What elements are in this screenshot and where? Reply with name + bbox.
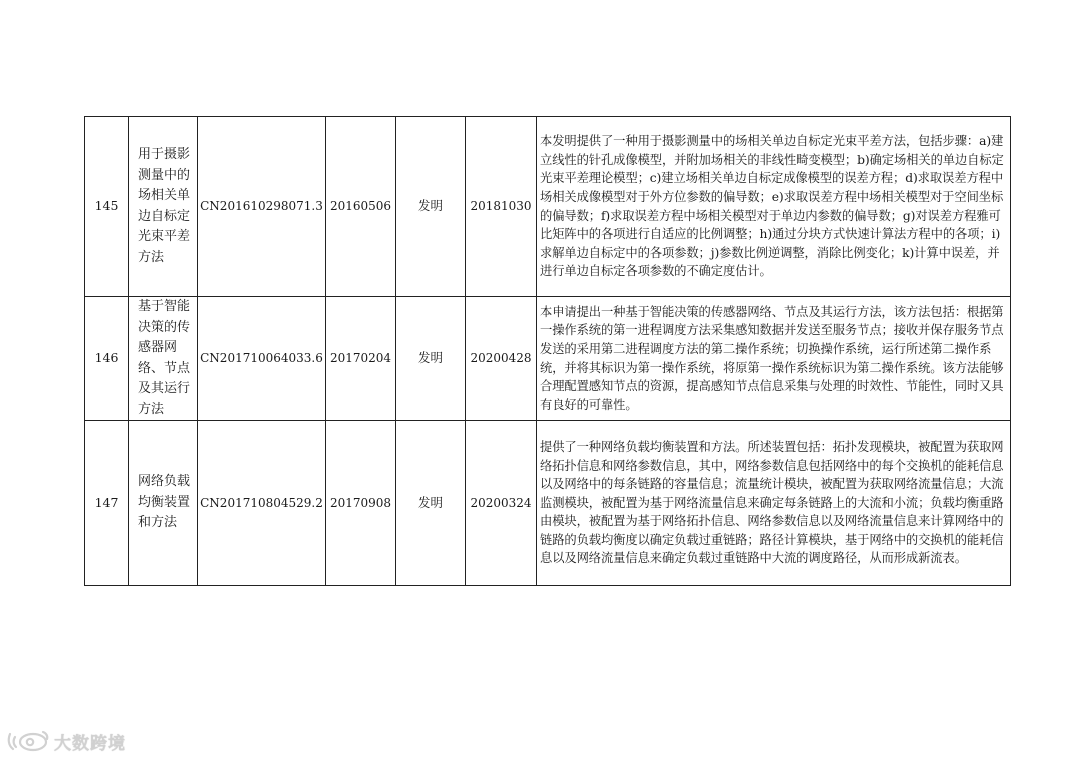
patent-abstract: 本申请提出一种基于智能决策的传感器网络、节点及其运行方法，该方法包括：根据第一操作系统的第一进程调度方法采集感知数据并发送至服务节点；接收并保存服务节点发送的采用第二进程调度方法的第二操作系统；切换操作系统，运行所述第二操作系统，并将其标识为第一操作系统，将原第一操作系统标识为第二操作系统。该方法能够合理配置感知节点的资源，提高感知节点信息采集与处理的时效性、节能性，同时又具有良好的可靠性。 — [537, 297, 1011, 421]
publication-date: 20200324 — [466, 421, 537, 586]
patent-type: 发明 — [396, 297, 466, 421]
patent-title: 基于智能决策的传感器网络、节点及其运行方法 — [129, 297, 198, 421]
row-number: 147 — [85, 421, 129, 586]
filing-date: 20160506 — [326, 117, 396, 297]
application-number: CN201610298071.3 — [198, 117, 326, 297]
filing-date: 20170204 — [326, 297, 396, 421]
publication-date: 20200428 — [466, 297, 537, 421]
watermark-text: 大数跨境 — [54, 733, 126, 754]
row-number: 146 — [85, 297, 129, 421]
patent-abstract: 本发明提供了一种用于摄影测量中的场相关单边自标定光束平差方法，包括步骤：a)建立线性的针孔成像模型，并附加场相关的非线性畸变模型；b)确定场相关的单边自标定光束平差理论模型；c)建立场相关单边自标定成像模型的误差方程；d)求取误差方程中场相关成像模型对于外方位参数的偏导数；e)求取误差方程中场相关模型对于空间坐标的偏导数；f)求取误差方程中场相关模型对于单边内参数的偏导数；g)对误差方程雅可比矩阵中的各项进行自适应的比例调整；h)通过分块方式快速计算法方程中的各项；i)求解单边自标定中的各项参数；j)参数比例逆调整，消除比例变化；k)计算中误差，并进行单边自标定各项参数的不确定度估计。 — [537, 117, 1011, 297]
application-number: CN201710064033.6 — [198, 297, 326, 421]
patent-type: 发明 — [396, 117, 466, 297]
patent-title: 网络负载均衡装置和方法 — [129, 421, 198, 586]
watermark — [6, 727, 126, 755]
table-row — [85, 297, 1011, 421]
row-number: 145 — [85, 117, 129, 297]
patent-type: 发明 — [396, 421, 466, 586]
patent-abstract: 提供了一种网络负载均衡装置和方法。所述装置包括：拓扑发现模块，被配置为获取网络拓扑信息和网络参数信息，其中，网络参数信息包括网络中的每个交换机的能耗信息以及网络中的每条链路的容量信息；流量统计模块，被配置为获取网络流量信息；大流监测模块，被配置为基于网络流量信息来确定每条链路上的大流和小流；负载均衡重路由模块，被配置为基于网络拓扑信息、网络参数信息以及网络流量信息来计算网络中的链路的负载均衡度以确定负载过重链路；路径计算模块，基于网络中的交换机的能耗信息以及网络流量信息来确定负载过重链路中大流的调度路径，从而形成新流表。 — [537, 421, 1011, 586]
table-row — [85, 421, 1011, 586]
table-row — [85, 117, 1011, 297]
weibo-logo-icon — [6, 728, 50, 754]
application-number: CN201710804529.2 — [198, 421, 326, 586]
filing-date: 20170908 — [326, 421, 396, 586]
publication-date: 20181030 — [466, 117, 537, 297]
patent-title: 用于摄影测量中的场相关单边自标定光束平差方法 — [129, 117, 198, 297]
patent-table — [84, 116, 1011, 586]
